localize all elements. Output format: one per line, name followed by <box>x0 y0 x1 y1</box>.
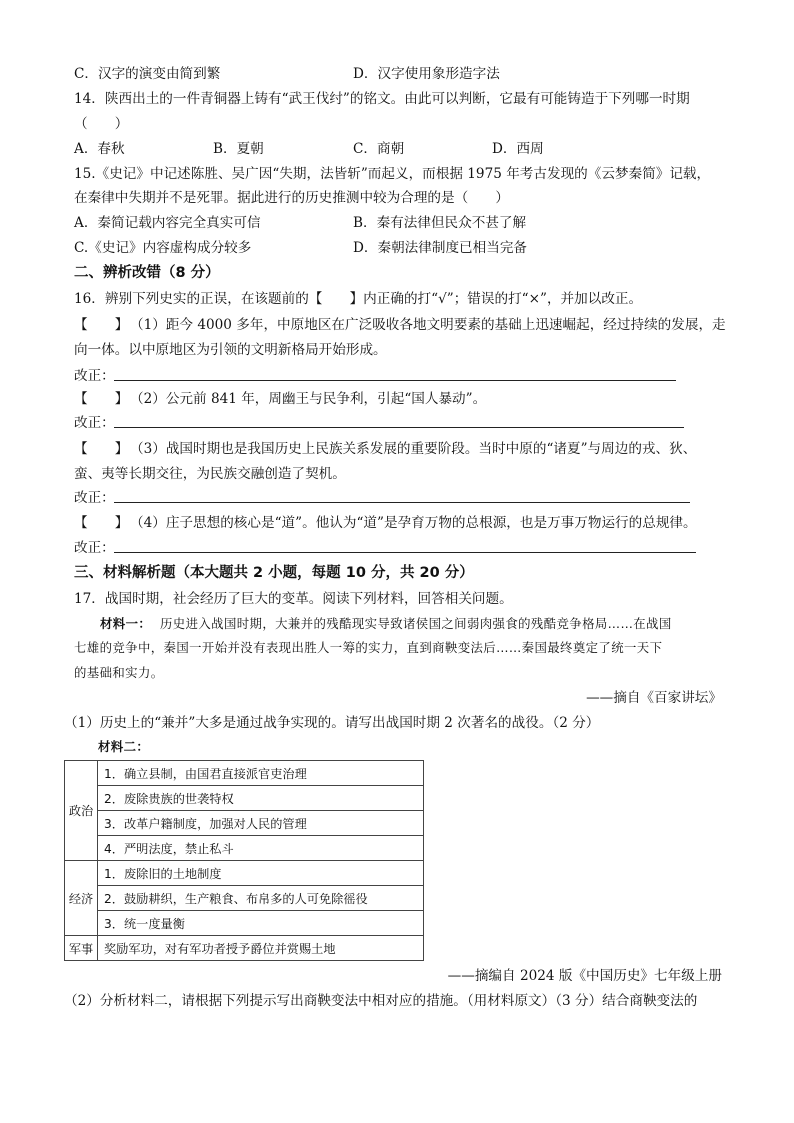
q16-item-1-bracket[interactable]: 【 】 <box>74 317 129 333</box>
table-cell: 1．废除旧的土地制度 <box>98 861 424 886</box>
material-1-line-3: 的基础和实力。 <box>74 665 164 680</box>
q16-item-2-answer-line[interactable] <box>114 427 684 428</box>
q16-item-1-fix-label: 改正： <box>74 368 115 384</box>
q16-item-2-bracket[interactable]: 【 】 <box>74 391 129 407</box>
table-cell: 奖励军功，对有军功者授予爵位并赏赐土地 <box>98 936 424 961</box>
section-3-heading: 三、材料解析题（本大题共 2 小题，每题 10 分，共 20 分） <box>74 565 474 581</box>
section-2-heading: 二、辨析改错（8 分） <box>74 265 220 281</box>
q15-stem-line-1: 15.《史记》中记述陈胜、吴广因“失期，法皆斩”而起义，而根据 1975 年考古发现的《云梦秦简》记载， <box>74 166 711 182</box>
material-1-label: 材料一： <box>100 616 152 631</box>
q16-item-3-bracket[interactable]: 【 】 <box>74 441 129 457</box>
q16-item-3-text: （3）战国时期也是我国历史上民族关系发展的重要阶段。当时中原的“诸夏”与周边的戎、狄、 <box>130 441 697 457</box>
q14-option-d: D．西周 <box>492 141 544 157</box>
q13-option-c: C．汉字的演变由简到繁 <box>74 66 221 82</box>
q16-stem: 16．辨别下列史实的正误，在该题前的【 】内正确的打“√”；错误的打“×”，并加以改正。 <box>74 291 643 307</box>
q16-item-4-fix-label: 改正： <box>74 540 115 556</box>
q17-part-1: （1）历史上的“兼并”大多是通过战争实现的。请写出战国时期 2 次著名的战役。（2 分） <box>64 715 600 731</box>
q16-item-3-answer-line[interactable] <box>114 502 690 503</box>
q16-item-4-text: （4）庄子思想的核心是“道”。他认为“道”是孕育万物的总根源，也是万事万物运行的总规律。 <box>130 515 697 531</box>
table-cell: 3．统一度量衡 <box>98 911 424 936</box>
material-2-label: 材料二： <box>98 739 150 754</box>
q15-stem-line-2: 在秦律中失期并不是死罪。据此进行的历史推测中较为合理的是（ ） <box>74 190 509 206</box>
q14-option-c: C．商朝 <box>353 141 405 157</box>
q17-stem: 17．战国时期，社会经历了巨大的变革。阅读下列材料，回答相关问题。 <box>74 591 513 607</box>
q14-option-b: B．夏朝 <box>213 141 264 157</box>
material-1-source: ——摘自《百家讲坛》 <box>586 690 722 706</box>
table-cell: 1．确立县制，由国君直接派官吏治理 <box>98 761 424 786</box>
q16-item-1-text: （1）距今 4000 多年，中原地区在广泛吸收各地文明要素的基础上迅速崛起，经过持续的发展，走 <box>130 317 726 333</box>
material-1-line-1: 历史进入战国时期，大兼并的残酷现实导致诸侯国之间弱肉强食的残酷竞争格局……在战国 <box>160 616 672 631</box>
q16-item-3-text-cont: 蛮、夷等长期交往，为民族交融创造了契机。 <box>74 466 346 482</box>
q14-answer-blank: （ ） <box>74 116 129 132</box>
q15-option-d: D．秦朝法律制度已相当完备 <box>353 240 528 256</box>
q14-option-a: A．春秋 <box>74 141 125 157</box>
material-1-line-2: 七雄的竞争中，秦国一开始并没有表现出胜人一筹的实力，直到商鞅变法后……秦国最终奠定了统一天下 <box>74 640 663 655</box>
table-category-politics: 政治 <box>65 761 98 861</box>
q16-item-2-fix-label: 改正： <box>74 415 115 431</box>
q16-item-3-fix-label: 改正： <box>74 490 115 506</box>
q15-option-c: C.《史记》内容虚构成分较多 <box>74 240 252 256</box>
table-category-military: 军事 <box>65 936 98 961</box>
reform-measures-table <box>64 760 424 961</box>
q15-option-b: B．秦有法律但民众不甚了解 <box>353 215 527 231</box>
q16-item-4-bracket[interactable]: 【 】 <box>74 515 129 531</box>
q14-stem: 14．陕西出土的一件青铜器上铸有“武王伐纣”的铭文。由此可以判断，它最有可能铸造于下列哪一时期 <box>74 91 690 107</box>
q16-item-1-text-cont: 向一体。以中原地区为引领的文明新格局开始形成。 <box>74 342 387 358</box>
q15-option-a: A．秦简记载内容完全真实可信 <box>74 215 261 231</box>
material-2-source: ——摘编自 2024 版《中国历史》七年级上册 <box>447 968 722 984</box>
q16-item-2-text: （2）公元前 841 年，周幽王与民争利，引起“国人暴动”。 <box>130 391 487 407</box>
q17-part-2: （2）分析材料二，请根据下列提示写出商鞅变法中相对应的措施。（用材料原文）（3 分）结合商鞅变法的 <box>64 993 698 1009</box>
q13-option-d: D．汉字使用象形造字法 <box>353 66 500 82</box>
q16-item-4-answer-line[interactable] <box>114 552 696 553</box>
q16-item-1-answer-line[interactable] <box>114 380 676 381</box>
table-cell: 3．改革户籍制度，加强对人民的管理 <box>98 811 424 836</box>
table-cell: 2．废除贵族的世袭特权 <box>98 786 424 811</box>
table-cell: 2．鼓励耕织，生产粮食、布帛多的人可免除徭役 <box>98 886 424 911</box>
table-category-economy: 经济 <box>65 861 98 936</box>
table-cell: 4．严明法度，禁止私斗 <box>98 836 424 861</box>
